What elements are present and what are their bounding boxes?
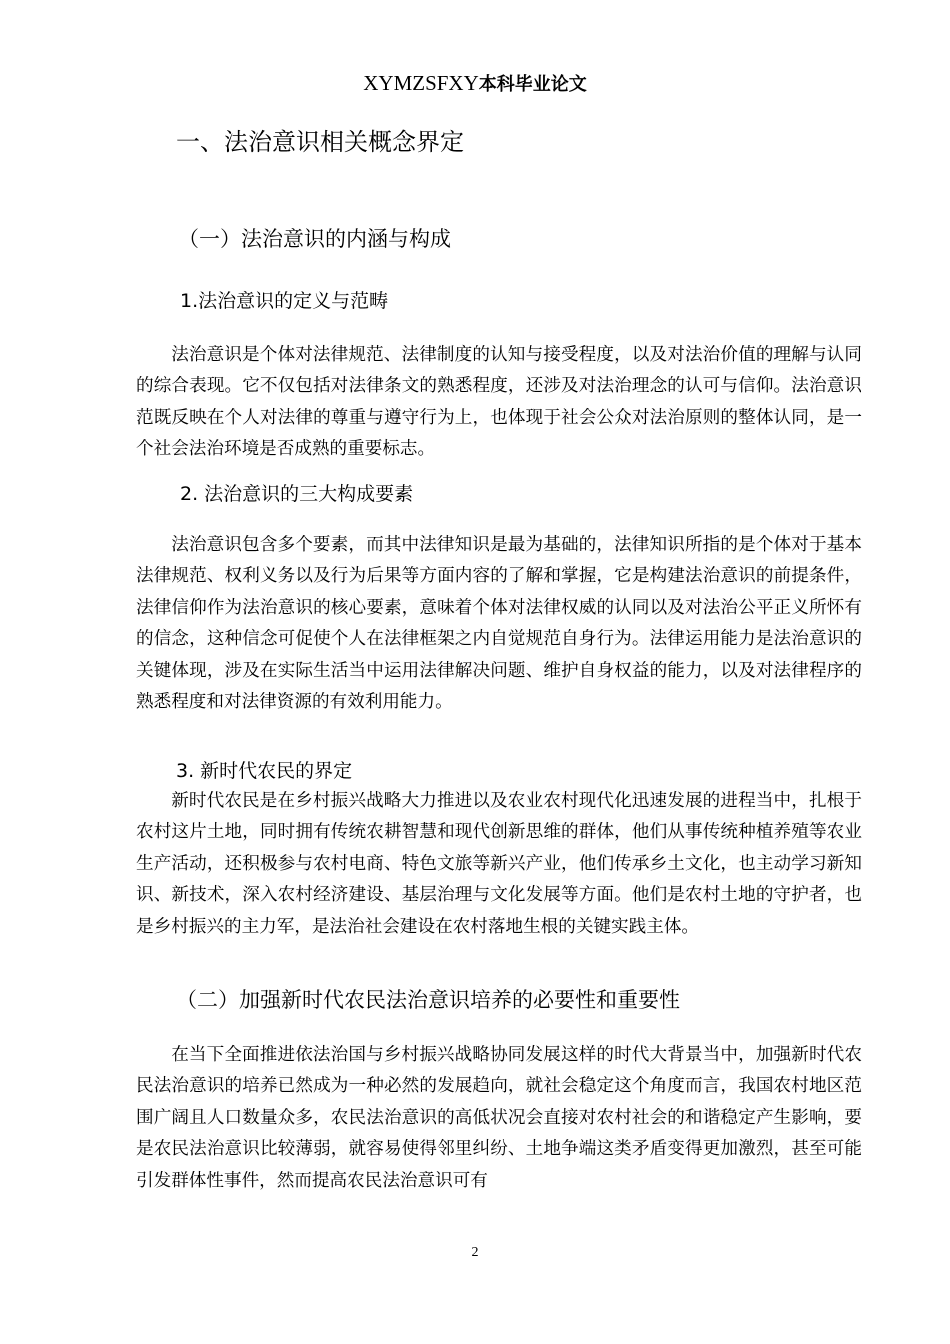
page-number: 2 bbox=[471, 1245, 479, 1260]
header-thesis-label: 本科毕业论文 bbox=[478, 74, 587, 95]
subsection-heading-2: 2. 法治意识的三大构成要素 bbox=[180, 483, 414, 505]
subsection-heading-3: 3. 新时代农民的界定 bbox=[176, 760, 353, 782]
page-header bbox=[0, 70, 950, 98]
section-heading-2: （二）加强新时代农民法治意识培养的必要性和重要性 bbox=[176, 988, 680, 1012]
paragraph-new-era-farmers: 新时代农民是在乡村振兴战略大力推进以及农业农村现代化迅速发展的进程当中，扎根于农村这片土地，同时拥有传统农耕智慧和现代创新思维的群体，他们从事传统种植养殖等农业生产活动，还积极参与农村电商、特色文旅等新兴产业，他们传承乡土文化，也主动学习新知识、新技术，深入农村经济建设、基层治理与文化发展等方面。他们是农村土地的守护者，也是乡村振兴的主力军，是法治社会建设在农村落地生根的关键实践主体。 bbox=[136, 791, 862, 937]
paragraph-necessity: 在当下全面推进依法治国与乡村振兴战略协同发展这样的时代大背景当中，加强新时代农民法治意识的培养已然成为一种必然的发展趋向，就社会稳定这个角度而言，我国农村地区范围广阔且人口数量众多，农民法治意识的高低状况会直接对农村社会的和谐稳定产生影响，要是农民法治意识比较薄弱，就容易使得邻里纠纷、土地争端这类矛盾变得更加激烈，甚至可能引发群体性事件，然而提高农民法治意识可有 bbox=[136, 1045, 862, 1191]
paragraph-elements: 法治意识包含多个要素，而其中法律知识是最为基础的，法律知识所指的是个体对于基本法律规范、权利义务以及行为后果等方面内容的了解和掌握，它是构建法治意识的前提条件，法律信仰作为法治意识的核心要素，意味着个体对法律权威的认同以及对法治公平正义所怀有的信念，这种信念可促使个人在法律框架之内自觉规范自身行为。法律运用能力是法治意识的关键体现，涉及在实际生活当中运用法律解决问题、维护自身权益的能力，以及对法律程序的熟悉程度和对法律资源的有效利用能力。 bbox=[136, 535, 862, 713]
subsection-heading-1: 1.法治意识的定义与范畴 bbox=[180, 290, 389, 312]
header-school-code: XYMZSFXY bbox=[363, 71, 479, 95]
section-heading-1: （一）法治意识的内涵与构成 bbox=[178, 227, 451, 251]
paragraph-definition: 法治意识是个体对法律规范、法律制度的认知与接受程度，以及对法治价值的理解与认同的综合表现。它不仅包括对法律条文的熟悉程度，还涉及对法治理念的认可与信仰。法治意识范既反映在个人对法律的尊重与遵守行为上，也体现于社会公众对法治原则的整体认同，是一个社会法治环境是否成熟的重要标志。 bbox=[136, 345, 862, 460]
chapter-heading: 一、法治意识相关概念界定 bbox=[176, 128, 464, 156]
